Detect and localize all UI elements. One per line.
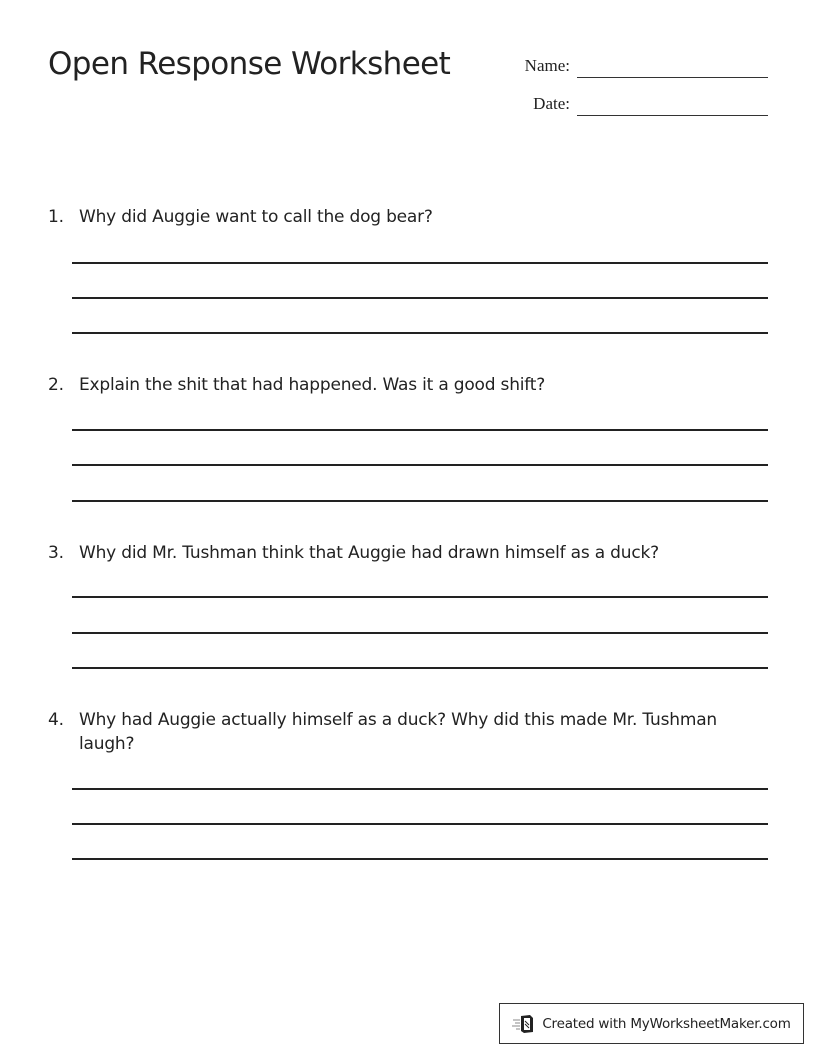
answer-line[interactable] (72, 632, 768, 634)
footer-badge[interactable] (499, 1003, 804, 1044)
answer-line[interactable] (72, 262, 768, 264)
question-3 (48, 541, 770, 565)
question-1 (48, 205, 770, 229)
question-text: Why had Auggie actually himself as a duck? Why did this made Mr. Tushman laugh? (79, 710, 717, 754)
answer-line[interactable] (72, 297, 768, 299)
question-number: 3. (48, 543, 64, 563)
answer-line[interactable] (72, 500, 768, 502)
name-field (500, 54, 768, 78)
answer-line[interactable] (72, 823, 768, 825)
worksheet-logo-icon (512, 1014, 536, 1034)
question-text: Why did Auggie want to call the dog bear? (79, 207, 433, 227)
date-blank-line[interactable] (577, 115, 768, 116)
question-number: 1. (48, 207, 64, 227)
page-title: Open Response Worksheet (48, 46, 451, 82)
answer-line[interactable] (72, 429, 768, 431)
date-field (500, 92, 768, 116)
answer-line[interactable] (72, 667, 768, 669)
question-2 (48, 373, 770, 397)
question-number: 2. (48, 375, 64, 395)
name-label: Name: (524, 56, 570, 75)
question-4 (48, 708, 770, 756)
date-label: Date: (533, 94, 570, 113)
answer-line[interactable] (72, 858, 768, 860)
name-blank-line[interactable] (577, 77, 768, 78)
answer-line[interactable] (72, 332, 768, 334)
answer-line[interactable] (72, 788, 768, 790)
question-text: Why did Mr. Tushman think that Auggie had drawn himself as a duck? (79, 543, 659, 563)
question-number: 4. (48, 710, 64, 730)
footer-text: Created with MyWorksheetMaker.com (542, 1015, 791, 1032)
answer-line[interactable] (72, 464, 768, 466)
question-text: Explain the shit that had happened. Was it a good shift? (79, 375, 546, 395)
answer-line[interactable] (72, 596, 768, 598)
